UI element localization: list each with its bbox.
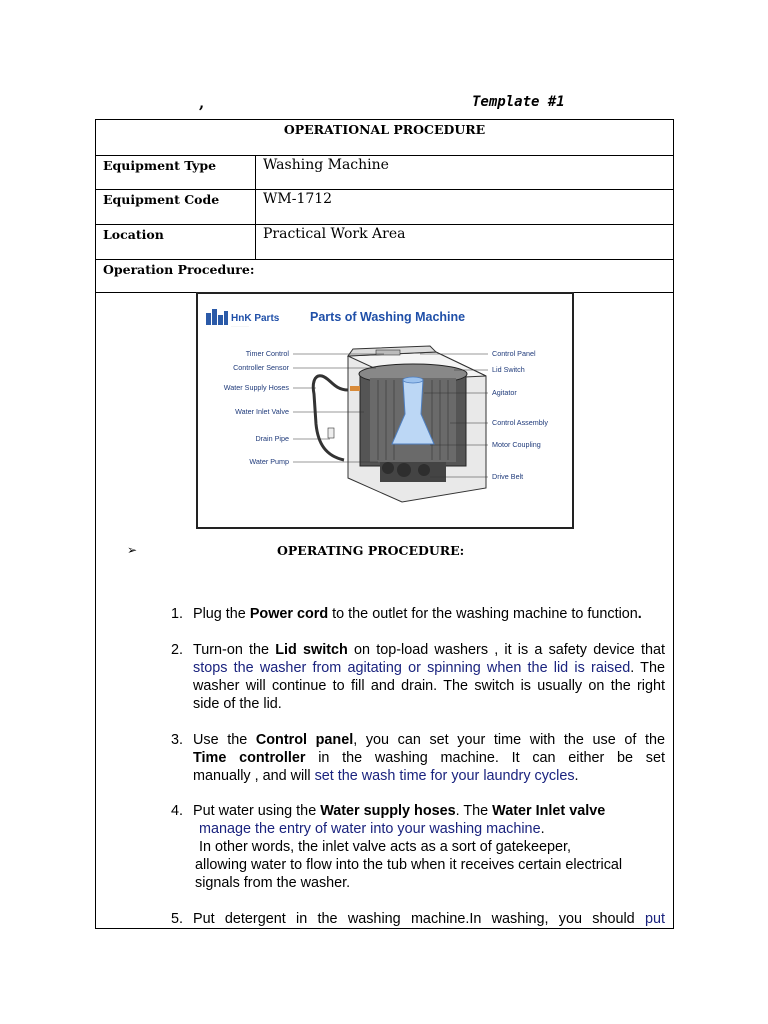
header-mark: , <box>199 94 205 112</box>
form-title: OPERATIONAL PROCEDURE <box>283 122 486 137</box>
step-4-line-5: signals from the washer. <box>195 875 351 891</box>
step-3-line-1 <box>193 731 665 749</box>
equipment-type-label: Equipment Type <box>103 158 217 173</box>
location-label: Location <box>103 227 164 242</box>
supply-hose-shape <box>313 376 348 460</box>
label-water-inlet-valve: Water Inlet Valve <box>235 407 289 416</box>
step-1-text-end: to the outlet for the washing machine to function <box>328 606 638 622</box>
label-drive-belt: Drive Belt <box>492 472 524 481</box>
label-motor-coupling: Motor Coupling <box>492 440 541 449</box>
step-2-line-1 <box>193 641 665 659</box>
diagram-title: Parts of Washing Machine <box>310 310 466 324</box>
label-lid-switch: Lid Switch <box>492 365 525 374</box>
equipment-code-value: WM-1712 <box>263 191 333 207</box>
equipment-code-label: Equipment Code <box>103 192 220 207</box>
step-3-time-controller: Time controller <box>193 750 306 766</box>
step-1-power-cord: Power cord <box>249 606 329 622</box>
step-3-text-b: in the washing machine. It can either be set <box>305 750 665 766</box>
template-label: Template #1 <box>472 94 565 110</box>
step-3-line-2 <box>193 749 665 767</box>
column-divider <box>255 156 256 260</box>
equipment-type-value: Washing Machine <box>263 157 389 173</box>
step-4-text-a: Put water using the <box>193 803 321 819</box>
step-2-line-4: side of the lid. <box>193 696 282 712</box>
step-4-line-3: In other words, the inlet valve acts as a sort of gatekeeper, <box>199 839 571 855</box>
label-control-assembly: Control Assembly <box>492 418 548 427</box>
diagram-graphic <box>198 294 572 527</box>
operating-procedure-heading: OPERATING PROCEDURE: <box>277 543 465 558</box>
operation-procedure-label: Operation Procedure: <box>103 262 255 277</box>
step-4-line-2 <box>199 820 665 838</box>
logo-tagline: ·················· <box>231 324 249 328</box>
label-water-supply-hoses: Water Supply Hoses <box>223 383 289 392</box>
step-5-text: Put detergent in the washing machine.In washing, you should <box>193 911 645 927</box>
step-4-period: . <box>540 821 545 837</box>
step-2-text-b: . The <box>630 660 665 676</box>
washer-illustration <box>313 346 486 502</box>
label-agitator: Agitator <box>492 388 517 397</box>
step-2-text-a: Turn-on the <box>193 642 276 658</box>
form-title-row <box>96 120 673 156</box>
step-4-supply-hoses: Water supply hoses <box>320 803 456 819</box>
step-3-period: . <box>574 768 579 784</box>
operation-procedure-row <box>96 260 673 293</box>
step-3-highlight: set the wash time for your laundry cycles <box>314 768 575 784</box>
label-water-pump: Water Pump <box>249 457 289 466</box>
location-value: Practical Work Area <box>263 226 406 242</box>
hnk-logo-icon <box>206 309 228 325</box>
step-1 <box>193 605 673 623</box>
step-3-control-panel: Control panel <box>255 732 354 748</box>
location-row <box>96 225 673 260</box>
label-drain-pipe: Drain Pipe <box>255 434 289 443</box>
step-2-highlight: stops the washer from agitating or spinning when the lid is raised <box>193 660 631 676</box>
step-4-number: 4. <box>171 803 184 819</box>
step-2-lid-switch: Lid switch <box>275 642 348 658</box>
step-4-text-c: . The <box>455 803 493 819</box>
washing-machine-diagram <box>196 292 574 529</box>
step-5-highlight: put <box>644 911 665 927</box>
step-2-text-c: on top-load washers , it is a safety device that <box>347 642 665 658</box>
label-timer-control: Timer Control <box>245 349 289 358</box>
step-2-number: 2. <box>171 642 184 658</box>
step-4-line-1 <box>193 802 665 820</box>
step-2-line-2 <box>193 659 665 677</box>
step-3-line-3 <box>193 767 665 785</box>
step-1-text: Plug the <box>193 606 250 622</box>
step-4-line-4: allowing water to flow into the tub when it receives certain electrical <box>195 857 623 873</box>
step-4-inlet-valve: Water Inlet valve <box>492 803 606 819</box>
step-4-highlight: manage the entry of water into your washing machine <box>199 821 541 837</box>
label-controller-sensor: Controller Sensor <box>233 363 289 372</box>
step-3-number: 3. <box>171 732 184 748</box>
step-3-text-d: manually , and will <box>193 768 315 784</box>
brand-name: HnK Parts <box>231 313 280 324</box>
step-3-text-a: Use the <box>193 732 256 748</box>
step-2-line-3: washer will continue to fill and drain. The switch is usually on the right <box>193 678 665 694</box>
step-5-number: 5. <box>171 911 184 927</box>
equipment-type-row <box>96 156 673 190</box>
step-1-period: . <box>637 606 642 622</box>
step-1-number: 1. <box>171 606 184 622</box>
equipment-code-row <box>96 190 673 225</box>
label-control-panel: Control Panel <box>492 349 536 358</box>
step-3-text-c: , you can set your time with the use of the <box>353 732 665 748</box>
step-5-line-1 <box>193 910 665 928</box>
arrow-bullet-icon: ➢ <box>127 543 138 557</box>
